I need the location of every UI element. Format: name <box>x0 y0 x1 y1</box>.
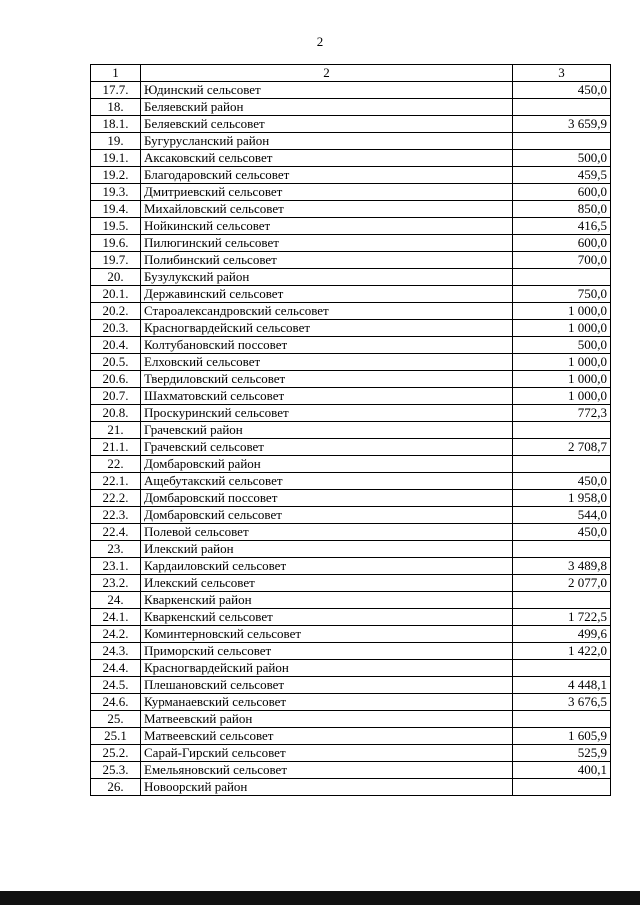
row-amount: 450,0 <box>513 82 611 99</box>
row-name: Матвеевский сельсовет <box>141 728 513 745</box>
table-row <box>91 303 611 320</box>
row-number: 24.1. <box>91 609 141 626</box>
row-amount <box>513 541 611 558</box>
row-number: 20.8. <box>91 405 141 422</box>
table-row <box>91 507 611 524</box>
table-row <box>91 609 611 626</box>
table-row <box>91 575 611 592</box>
table-body <box>91 82 611 796</box>
row-name: Беляевский сельсовет <box>141 116 513 133</box>
row-name: Проскуринский сельсовет <box>141 405 513 422</box>
row-amount: 850,0 <box>513 201 611 218</box>
row-number: 24.6. <box>91 694 141 711</box>
row-amount: 450,0 <box>513 473 611 490</box>
row-name: Староалександровский сельсовет <box>141 303 513 320</box>
row-amount: 3 489,8 <box>513 558 611 575</box>
row-number: 24. <box>91 592 141 609</box>
table-row <box>91 626 611 643</box>
table-row <box>91 660 611 677</box>
row-name: Кардаиловский сельсовет <box>141 558 513 575</box>
row-name: Ащебутакский сельсовет <box>141 473 513 490</box>
row-name: Бузулукский район <box>141 269 513 286</box>
row-name: Державинский сельсовет <box>141 286 513 303</box>
row-number: 20.7. <box>91 388 141 405</box>
table-row <box>91 150 611 167</box>
row-amount: 1 422,0 <box>513 643 611 660</box>
table-row <box>91 524 611 541</box>
table-row <box>91 167 611 184</box>
row-name: Шахматовский сельсовет <box>141 388 513 405</box>
row-amount: 1 000,0 <box>513 388 611 405</box>
row-amount: 1 722,5 <box>513 609 611 626</box>
row-number: 24.4. <box>91 660 141 677</box>
scan-bottom-edge <box>0 891 640 905</box>
row-number: 23.1. <box>91 558 141 575</box>
row-name: Новоорский район <box>141 779 513 796</box>
row-number: 20.4. <box>91 337 141 354</box>
row-name: Грачевский сельсовет <box>141 439 513 456</box>
table-row <box>91 677 611 694</box>
row-name: Коминтерновский сельсовет <box>141 626 513 643</box>
row-amount <box>513 133 611 150</box>
row-number: 20.2. <box>91 303 141 320</box>
row-number: 22. <box>91 456 141 473</box>
row-number: 20. <box>91 269 141 286</box>
table-row <box>91 337 611 354</box>
row-amount <box>513 99 611 116</box>
row-amount: 1 958,0 <box>513 490 611 507</box>
row-name: Сарай-Гирский сельсовет <box>141 745 513 762</box>
row-name: Емельяновский сельсовет <box>141 762 513 779</box>
row-name: Нойкинский сельсовет <box>141 218 513 235</box>
page-number: 2 <box>316 34 324 49</box>
table-row <box>91 422 611 439</box>
table-row <box>91 218 611 235</box>
row-number: 25. <box>91 711 141 728</box>
table-row <box>91 354 611 371</box>
table-row <box>91 439 611 456</box>
row-number: 22.3. <box>91 507 141 524</box>
row-amount: 600,0 <box>513 184 611 201</box>
row-number: 25.2. <box>91 745 141 762</box>
table-row <box>91 490 611 507</box>
row-number: 24.2. <box>91 626 141 643</box>
row-number: 25.3. <box>91 762 141 779</box>
row-amount: 1 000,0 <box>513 303 611 320</box>
row-name: Полибинский сельсовет <box>141 252 513 269</box>
row-amount: 1 000,0 <box>513 320 611 337</box>
table-row <box>91 762 611 779</box>
row-number: 17.7. <box>91 82 141 99</box>
row-number: 19.3. <box>91 184 141 201</box>
row-number: 19.5. <box>91 218 141 235</box>
row-name: Плешановский сельсовет <box>141 677 513 694</box>
row-number: 20.6. <box>91 371 141 388</box>
row-amount: 500,0 <box>513 150 611 167</box>
row-amount <box>513 456 611 473</box>
row-number: 24.5. <box>91 677 141 694</box>
table-row <box>91 745 611 762</box>
row-name: Благодаровский сельсовет <box>141 167 513 184</box>
row-name: Аксаковский сельсовет <box>141 150 513 167</box>
row-number: 19.2. <box>91 167 141 184</box>
table-row <box>91 592 611 609</box>
row-name: Грачевский район <box>141 422 513 439</box>
row-amount: 500,0 <box>513 337 611 354</box>
table-row <box>91 388 611 405</box>
row-number: 18.1. <box>91 116 141 133</box>
table-row <box>91 82 611 99</box>
row-amount: 772,3 <box>513 405 611 422</box>
row-amount: 1 605,9 <box>513 728 611 745</box>
row-number: 22.1. <box>91 473 141 490</box>
table-row <box>91 116 611 133</box>
row-number: 22.4. <box>91 524 141 541</box>
row-name: Твердиловский сельсовет <box>141 371 513 388</box>
row-number: 23.2. <box>91 575 141 592</box>
row-amount <box>513 660 611 677</box>
row-name: Домбаровский поссовет <box>141 490 513 507</box>
row-name: Бугурусланский район <box>141 133 513 150</box>
table-row <box>91 201 611 218</box>
row-number: 19.1. <box>91 150 141 167</box>
row-number: 19. <box>91 133 141 150</box>
row-amount: 2 077,0 <box>513 575 611 592</box>
table-row <box>91 320 611 337</box>
row-name: Курманаевский сельсовет <box>141 694 513 711</box>
row-name: Дмитриевский сельсовет <box>141 184 513 201</box>
row-name: Красногвардейский сельсовет <box>141 320 513 337</box>
table-row <box>91 711 611 728</box>
row-number: 20.1. <box>91 286 141 303</box>
table-row <box>91 371 611 388</box>
allocation-table <box>90 64 611 796</box>
row-amount: 4 448,1 <box>513 677 611 694</box>
row-name: Колтубановский поссовет <box>141 337 513 354</box>
row-amount: 400,1 <box>513 762 611 779</box>
row-amount: 3 659,9 <box>513 116 611 133</box>
row-name: Матвеевский район <box>141 711 513 728</box>
row-name: Илекский район <box>141 541 513 558</box>
table-header-row <box>91 65 611 82</box>
row-number: 20.3. <box>91 320 141 337</box>
row-name: Юдинский сельсовет <box>141 82 513 99</box>
table-row <box>91 252 611 269</box>
row-amount: 450,0 <box>513 524 611 541</box>
table-row <box>91 286 611 303</box>
row-name: Полевой сельсовет <box>141 524 513 541</box>
row-amount: 750,0 <box>513 286 611 303</box>
row-name: Домбаровский район <box>141 456 513 473</box>
row-number: 20.5. <box>91 354 141 371</box>
column-header-number: 1 <box>91 65 141 82</box>
row-amount <box>513 779 611 796</box>
table-row <box>91 728 611 745</box>
row-name: Кваркенский сельсовет <box>141 609 513 626</box>
table-row <box>91 235 611 252</box>
row-amount: 459,5 <box>513 167 611 184</box>
table-row <box>91 694 611 711</box>
row-number: 23. <box>91 541 141 558</box>
row-number: 19.6. <box>91 235 141 252</box>
row-amount <box>513 711 611 728</box>
row-number: 18. <box>91 99 141 116</box>
table-row <box>91 473 611 490</box>
table-row <box>91 405 611 422</box>
row-amount <box>513 592 611 609</box>
row-amount: 499,6 <box>513 626 611 643</box>
table-row <box>91 269 611 286</box>
row-amount: 525,9 <box>513 745 611 762</box>
table-row <box>91 643 611 660</box>
row-number: 21.1. <box>91 439 141 456</box>
row-name: Приморский сельсовет <box>141 643 513 660</box>
row-number: 25.1 <box>91 728 141 745</box>
row-number: 19.4. <box>91 201 141 218</box>
row-name: Красногвардейский район <box>141 660 513 677</box>
row-name: Михайловский сельсовет <box>141 201 513 218</box>
row-amount <box>513 269 611 286</box>
column-header-amount: 3 <box>513 65 611 82</box>
table-row <box>91 99 611 116</box>
table-row <box>91 456 611 473</box>
row-name: Илекский сельсовет <box>141 575 513 592</box>
row-name: Пилюгинский сельсовет <box>141 235 513 252</box>
table-row <box>91 558 611 575</box>
row-name: Елховский сельсовет <box>141 354 513 371</box>
row-amount <box>513 422 611 439</box>
table-row <box>91 133 611 150</box>
row-number: 21. <box>91 422 141 439</box>
table-row <box>91 184 611 201</box>
row-amount: 600,0 <box>513 235 611 252</box>
row-amount: 1 000,0 <box>513 371 611 388</box>
row-number: 22.2. <box>91 490 141 507</box>
table-row <box>91 779 611 796</box>
row-name: Кваркенский район <box>141 592 513 609</box>
row-name: Беляевский район <box>141 99 513 116</box>
row-amount: 700,0 <box>513 252 611 269</box>
row-amount: 416,5 <box>513 218 611 235</box>
column-header-name: 2 <box>141 65 513 82</box>
row-amount: 2 708,7 <box>513 439 611 456</box>
row-number: 19.7. <box>91 252 141 269</box>
row-number: 24.3. <box>91 643 141 660</box>
row-amount: 1 000,0 <box>513 354 611 371</box>
row-amount: 544,0 <box>513 507 611 524</box>
row-amount: 3 676,5 <box>513 694 611 711</box>
row-name: Домбаровский сельсовет <box>141 507 513 524</box>
row-number: 26. <box>91 779 141 796</box>
table-row <box>91 541 611 558</box>
